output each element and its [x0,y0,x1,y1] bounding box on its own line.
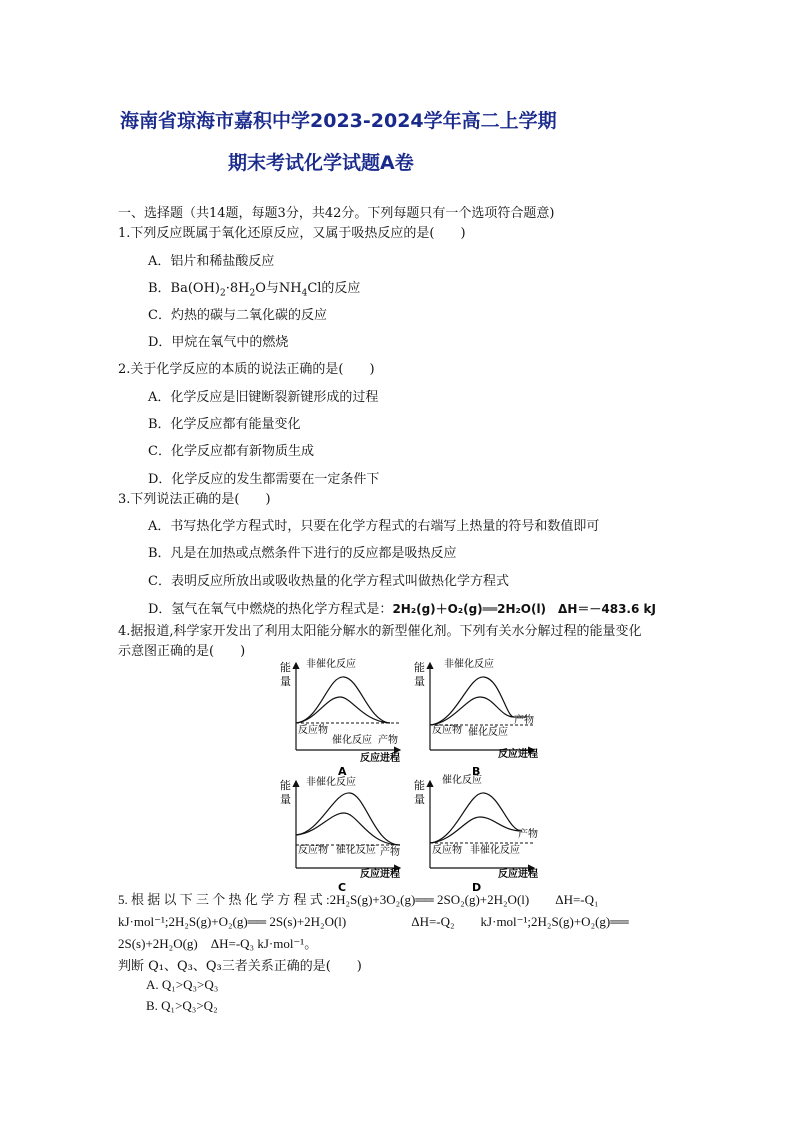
product-label: 产物 [518,829,538,840]
question-2-option-a: A．化学反应是旧键断裂新键形成的过程 [148,390,379,405]
y-label-2: 量 [414,793,425,806]
question-5-line2: kJ·mol⁻¹;2H₂S(g)+O₂(g)══ 2S(s)+2H₂O(l) ΔH=-Q₂ kJ·mol⁻¹;2H₂S(g)+O₂(g)══ [118,914,629,929]
page-title-line1: 海南省琼海市嘉积中学2023-2024学年高二上学期 [120,110,557,132]
question-3-stem: 3.下列说法正确的是( ) [118,492,271,507]
option-b-part1: B．Ba(OH) [148,281,220,296]
question-3-option-c: C．表明反应所放出或吸收热量的化学方程式叫做热化学方程式 [148,574,509,589]
y-label-1: 能 [280,661,291,674]
page-title-line2: 期末考试化学试题A卷 [228,152,414,174]
question-5-option-b: B. Q₁>Q₃>Q₂ [146,998,218,1013]
question-2-option-b: B．化学反应都有能量变化 [148,417,301,432]
question-1-option-b: B．$Ba(OH)_2\cdot 8H_2O$与$NH_4Cl$的反应 [148,281,361,299]
option-d-equation: 2H₂(g)＋O₂(g)══2H₂O(l) ΔH＝－483.6 kJ [392,602,656,616]
y-label-2: 量 [280,793,291,806]
question-1-option-c: C．灼热的碳与二氧化碳的反应 [148,308,327,323]
low-curve-label: 非催化反应 [470,845,520,856]
option-b-part3: O与NH [255,281,302,296]
product-label: 产物 [380,847,400,858]
y-label-1: 能 [414,661,425,674]
low-curve-label: 催化反应 [336,845,376,856]
question-3-option-a: A．书写热化学方程式时，只要在化学方程式的右端写上热量的符号和数值即可 [148,519,600,534]
reactant-label: 反应物 [432,845,462,856]
diagram-c [280,775,400,894]
x-axis-label: 反应进程 [360,753,400,764]
option-b-part4: Cl的反应 [307,281,361,296]
diagram-letter: B [472,765,481,778]
y-label-2: 量 [280,675,291,688]
question-3-option-d [148,598,656,617]
reactant-label: 反应物 [432,725,462,736]
question-3-option-b: B．凡是在加热或点燃条件下进行的反应都是吸热反应 [148,546,457,561]
y-label-2: 量 [414,675,425,688]
question-1-stem: 1.下列反应既属于氧化还原反应，又属于吸热反应的是( ) [118,226,466,241]
question-2-stem: 2.关于化学反应的本质的说法正确的是( ) [118,362,375,377]
x-axis-label: 反应进程 [360,869,400,880]
y-label-1: 能 [414,779,425,792]
question-5-line1: 5. 根 据 以 下 三 个 热 化 学 方 程 式 :2H₂S(g)+3O₂(g)══ 2SO₂(g)+2H₂O(l) ΔH=-Q₁ [118,892,599,907]
diagram-letter: D [472,881,482,894]
x-axis-label: 反应进程 [498,869,538,880]
low-curve-label: 催化反应 [332,735,372,746]
x-axis-label: 反应进程 [498,749,538,760]
diagram-a [280,657,400,778]
reactant-label: 反应物 [298,845,328,856]
top-curve-label: 非催化反应 [306,777,356,788]
product-label: 产物 [514,715,534,726]
option-b-part2: ·8H [225,281,250,296]
question-2-option-d: D．化学反应的发生都需要在一定条件下 [148,472,380,487]
diagram-letter: A [338,765,347,778]
section-heading: 一、选择题（共14题，每题3分，共42分。下列每题只有一个选项符合题意) [118,206,555,221]
question-5-option-a: A. Q₁>Q₃>Q₃ [146,977,219,992]
product-label: 产物 [378,735,398,746]
diagram-b [414,657,538,778]
question-1-option-a: A．铝片和稀盐酸反应 [148,254,275,269]
option-d-text: D．氢气在氧气中燃烧的热化学方程式是： [148,602,393,617]
energy-diagrams [0,655,794,895]
question-4-stem-line1: 4.据报道,科学家开发出了利用太阳能分解水的新型催化剂。下列有关水分解过程的能量变化 [118,624,642,639]
top-curve-label: 催化反应 [442,775,482,786]
reactant-label: 反应物 [298,725,328,736]
low-curve-label: 催化反应 [468,727,508,738]
top-curve-label: 非催化反应 [444,659,494,670]
top-curve-label: 非催化反应 [306,659,356,670]
diagram-d [414,773,538,894]
question-5-line3: 2S(s)+2H₂O(g) ΔH=-Q₃ kJ·mol⁻¹。 [118,936,318,951]
question-2-option-c: C．化学反应都有新物质生成 [148,444,314,459]
y-label-1: 能 [280,779,291,792]
question-1-option-d: D．甲烷在氧气中的燃烧 [148,335,289,350]
diagram-letter: C [338,881,347,894]
question-5-line4: 判断 Q₁、Q₃、Q₃三者关系正确的是( ) [118,959,362,974]
question-4-stem-line2: 示意图正确的是( ) [118,644,246,659]
